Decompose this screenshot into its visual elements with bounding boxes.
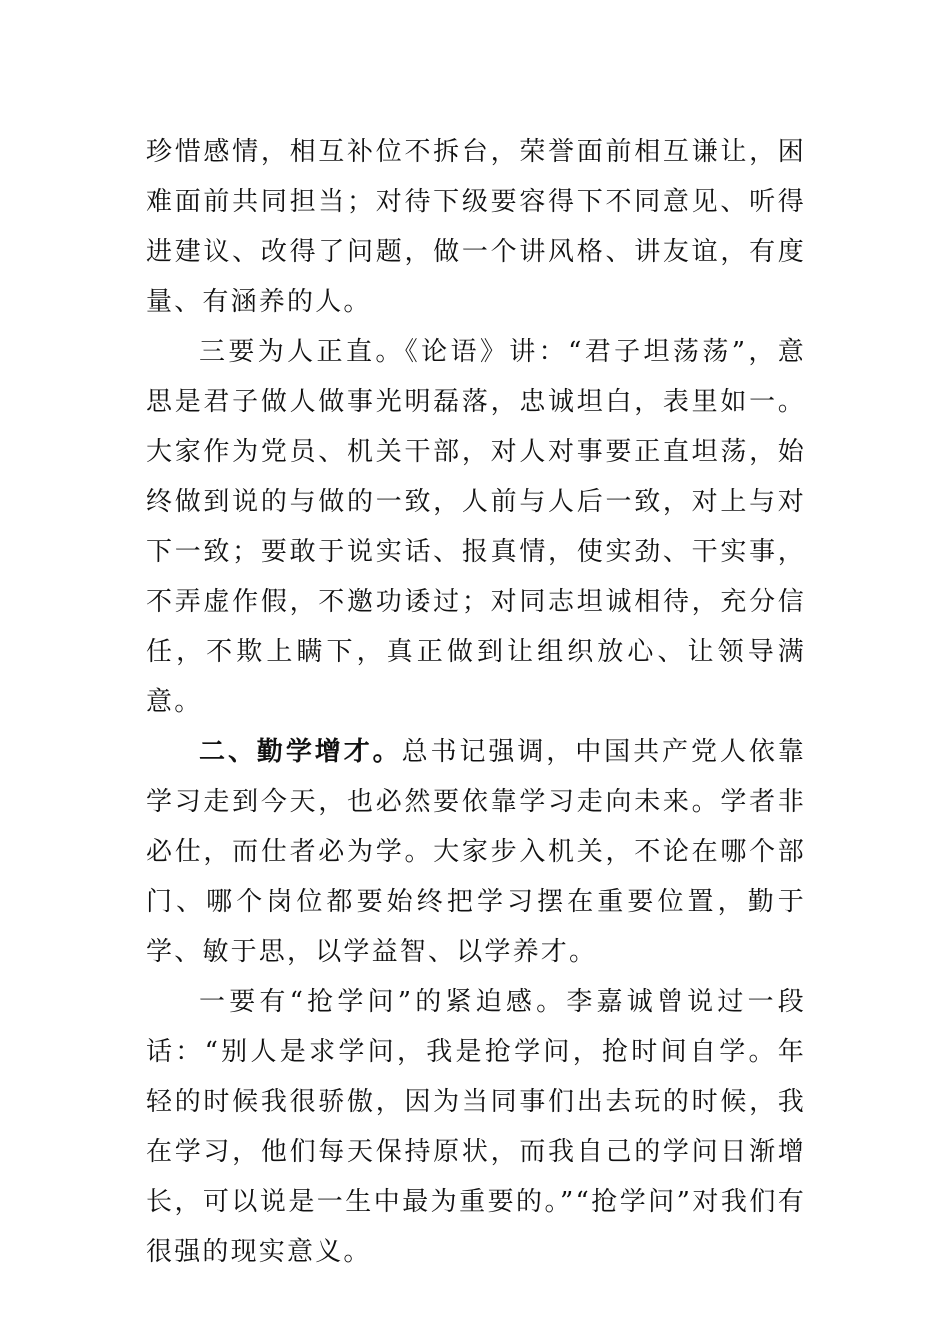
document-body (146, 127, 806, 1277)
paragraph-text: 珍惜感情，相互补位不拆台，荣誉面前相互谦让，困难面前共同担当；对待下级要容得下不同意见、听得进建议、改得了问题，做一个讲风格、讲友谊，有度量、有涵养的人。 (146, 137, 806, 317)
paragraph-study-section (146, 727, 806, 977)
paragraph-text: 一要有“抢学问”的紧迫感。李嘉诚曾说过一段话：“别人是求学问，我是抢学问，抢时间自学。年轻的时候我很骄傲，因为当同事们出去玩的时候，我在学习，他们每天保持原状，而我自己的学问日渐增长，可以说是一生中最为重要的。”“抢学问”对我们有很强的现实意义。 (146, 987, 806, 1267)
section-heading: 二、勤学增才。 (199, 737, 402, 767)
paragraph-continued (146, 127, 806, 327)
paragraph-integrity (146, 327, 806, 727)
paragraph-text: 总书记强调，中国共产党人依靠学习走到今天，也必然要依靠学习走向未来。学者非必仕，而仕者必为学。大家步入机关，不论在哪个部门、哪个岗位都要始终把学习摆在重要位置，勤于学、敏于思，以学益智、以学养才。 (146, 737, 806, 967)
paragraph-urgency (146, 977, 806, 1277)
paragraph-text: 三要为人正直。《论语》讲：“君子坦荡荡”，意思是君子做人做事光明磊落，忠诚坦白，表里如一。大家作为党员、机关干部，对人对事要正直坦荡，始终做到说的与做的一致，人前与人后一致，对上与对下一致；要敢于说实话、报真情，使实劲、干实事，不弄虚作假，不邀功诿过；对同志坦诚相待，充分信任，不欺上瞒下，真正做到让组织放心、让领导满意。 (146, 337, 806, 717)
